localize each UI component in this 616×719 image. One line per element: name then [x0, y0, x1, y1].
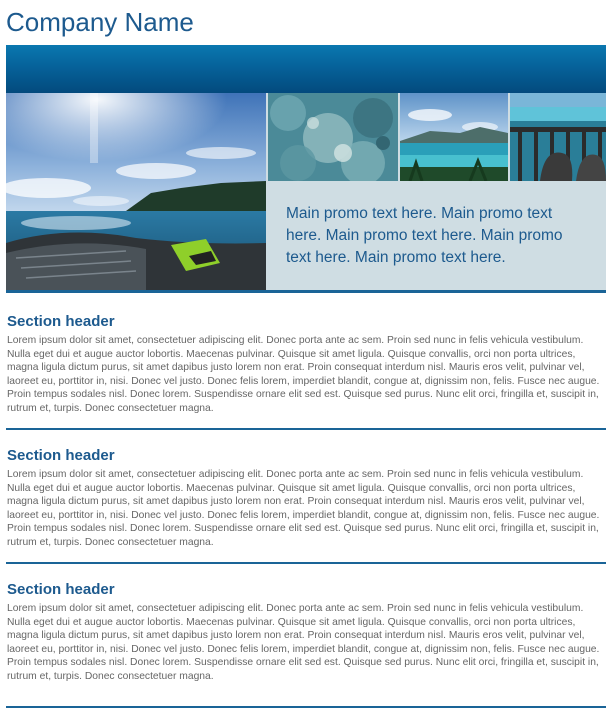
section-body: Lorem ipsum dolor sit amet, consectetuer adipiscing elit. Donec porta ante ac sem. Proin sed nunc in felis vehicula vestibulum. Nulla eget dui et augue auctor lobortis. Maecenas pulvinar. Quisque sit amet ligula. Quisque convallis, orci non porta ultrices, magna ligula dictum purus, sit amet dapibus justo lorem non erat. Proin consequat interdum nisl. Mauris eros velit, pulvinar vel, laoreet eu, porttitor in, nisi. Donec vel justo. Donec felis lorem, imperdiet blandit, congue at, dignissim non, felis. Fusce nec augue. Proin tempus sodales nisl. Donec lorem. Suspendisse ornare elit sed est. Quisque sed purus. Nunc elit orci, fringilla et, suscipit in, rutrum et, turpis. Donec consectetuer magna. — [7, 603, 600, 682]
content-section-3 — [7, 581, 601, 684]
hero-photo-balcony — [510, 93, 606, 181]
section-body: Lorem ipsum dolor sit amet, consectetuer adipiscing elit. Donec porta ante ac sem. Proin sed nunc in felis vehicula vestibulum. Nulla eget dui et augue auctor lobortis. Maecenas pulvinar. Quisque sit amet ligula. Quisque convallis, orci non porta ultrices, magna ligula dictum purus, sit amet dapibus justo lorem non erat. Proin consequat interdum nisl. Mauris eros velit, pulvinar vel, laoreet eu, porttitor in, nisi. Donec vel justo. Donec felis lorem, imperdiet blandit, congue at, dignissim non, felis. Fusce nec augue. Proin tempus sodales nisl. Donec lorem. Suspendisse ornare elit sed est. Quisque sed purus. Nunc elit orci, fringilla et, suscipit in, rutrum et, turpis. Donec consectetuer magna. — [7, 469, 600, 548]
section-divider — [6, 428, 606, 430]
company-name: Company Name — [6, 7, 194, 37]
section-header: Section header — [7, 447, 115, 464]
section-header: Section header — [7, 581, 115, 598]
content-section-1 — [7, 313, 601, 416]
hero-photo-beach — [400, 93, 508, 181]
hero-banner — [6, 93, 606, 290]
section-header: Section header — [7, 313, 115, 330]
promo-text: Main promo text here. Main promo text here. Main promo text here. Main promo text here. Main promo text here. — [286, 205, 563, 266]
hero-photo-coral — [268, 93, 398, 181]
content-section-2 — [7, 447, 601, 550]
section-body: Lorem ipsum dolor sit amet, consectetuer adipiscing elit. Donec porta ante ac sem. Proin sed nunc in felis vehicula vestibulum. Nulla eget dui et augue auctor lobortis. Maecenas pulvinar. Quisque sit amet ligula. Quisque convallis, orci non porta ultrices, magna ligula dictum purus, sit amet dapibus justo lorem non erat. Proin consequat interdum nisl. Mauris eros velit, pulvinar vel, laoreet eu, porttitor in, nisi. Donec vel justo. Donec felis lorem, imperdiet blandit, congue at, dignissim non, felis. Fusce nec augue. Proin tempus sodales nisl. Donec lorem. Suspendisse ornare elit sed est. Quisque sed purus. Nunc elit orci, fringilla et, suscipit in, rutrum et, turpis. Donec consectetuer magna. — [7, 335, 600, 414]
header-bar — [6, 45, 606, 93]
footer-divider — [6, 706, 606, 708]
hero-photo-sea-luggage — [6, 93, 266, 290]
hero-divider — [6, 290, 606, 293]
section-divider — [6, 562, 606, 564]
